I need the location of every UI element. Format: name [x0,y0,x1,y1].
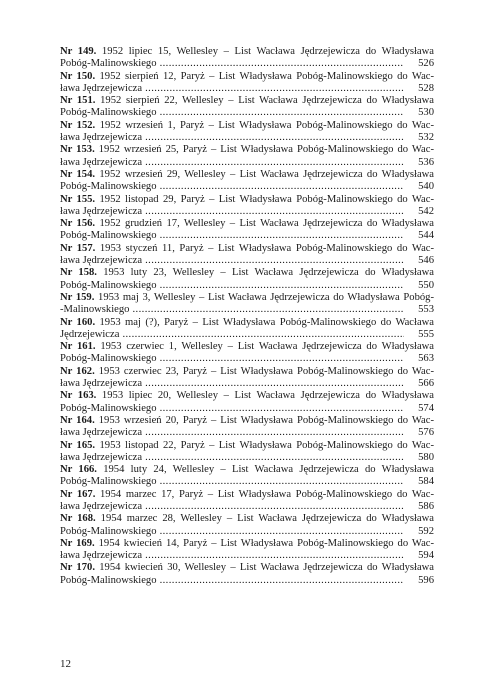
toc-entry[interactable] [60,144,434,169]
entry-page: 563 [408,353,434,365]
toc-entry[interactable] [60,243,434,268]
entry-line-2: ława Jędrzejewicza ..... [60,427,404,439]
entry-page: 530 [408,107,434,119]
entry-line-1: 1953 czerwiec 1, Wellesley – List Wacława Jędrzejewicza do Władysława [95,341,434,353]
entry-line-2: Pobóg-Malinowskiego ..... [60,230,404,242]
entry-line-2: ława Jędrzejewicza ..... [60,501,404,513]
toc-entry[interactable] [60,46,434,71]
toc-entry[interactable] [60,489,434,514]
entry-line-2: Pobóg-Malinowskiego ..... [60,575,404,587]
entry-page: 532 [408,132,434,144]
entry-page: 586 [408,501,434,513]
entry-line-1: 1954 luty 24, Wellesley – List Wacława Jędrzejewicza do Władysława [96,464,434,476]
entry-line-2: ława Jędrzejewicza ..... [60,452,404,464]
entry-line-1: 1953 lipiec 20, Wellesley – List Wacława Jędrzejewicza do Władysława [96,390,434,402]
entry-line-1: 1953 wrzesień 20, Paryż – List Władysława Pobóg-Malinowskiego do Wac- [94,414,434,426]
entry-number: Nr 170. [60,562,95,574]
entry-page: 584 [408,476,434,488]
entry-line-2: Pobóg-Malinowskiego ..... [60,280,404,292]
toc-entry[interactable] [60,513,434,538]
entry-line-2: Pobóg-Malinowskiego ..... [60,58,404,70]
entry-page: 544 [408,230,434,242]
entry-number: Nr 165. [60,439,96,451]
entry-page: 553 [408,304,434,316]
entry-page: 546 [408,255,434,267]
entry-number: Nr 149. [60,46,97,57]
entry-line-2: ława Jędrzejewicza ..... [60,378,404,390]
entry-number: Nr 154. [60,168,96,180]
entry-page: 576 [408,427,434,439]
entry-page: 592 [408,526,434,538]
entry-line-2: Pobóg-Malinowskiego ..... [60,181,404,193]
toc-entry[interactable] [60,267,434,292]
entry-line-1: 1954 kwiecień 14, Paryż – List Władysława Pobóg-Malinowskiego do Wac- [94,537,434,549]
entry-page: 574 [408,403,434,415]
toc-entry[interactable] [60,366,434,391]
entry-number: Nr 166. [60,464,97,476]
entry-number: Nr 169. [60,537,95,549]
toc-entry[interactable] [60,464,434,489]
toc-entry[interactable] [60,440,434,465]
toc-entry[interactable] [60,317,434,342]
entry-page: 536 [408,157,434,169]
entry-line-1: 1953 luty 23, Wellesley – List Wacława Jędrzejewicza do Władysława [96,267,434,279]
entry-line-1: 1954 marzec 28, Wellesley – List Wacława Jędrzejewicza do Władysława [95,513,434,525]
entry-page: 596 [408,575,434,587]
toc-entry[interactable] [60,95,434,120]
entry-line-1: 1952 grudzień 17, Wellesley – List Wacława Jędrzejewicza do Władysława [95,218,434,230]
entry-number: Nr 153. [60,144,95,156]
entry-page: 550 [408,280,434,292]
toc-entry[interactable] [60,292,434,317]
toc-entry[interactable] [60,538,434,563]
entry-line-2: -Malinowskiego ..... [60,304,404,316]
entry-number: Nr 151. [60,95,96,107]
entry-line-2: Pobóg-Malinowskiego ..... [60,526,404,538]
entry-line-1: 1952 lipiec 15, Wellesley – List Wacława Jędrzejewicza do Władysława [96,46,434,57]
entry-page: 540 [408,181,434,193]
entry-line-1: 1952 listopad 29, Paryż – List Władysława Pobóg-Malinowskiego do Wac- [95,193,434,205]
entry-number: Nr 167. [60,488,96,500]
entry-page: 580 [408,452,434,464]
entry-page: 528 [408,83,434,95]
entry-line-1: 1953 maj 3, Wellesley – List Wacława Jędrzejewicza do Władysława Pobóg- [94,291,434,303]
entry-page: 566 [408,378,434,390]
entry-page: 542 [408,206,434,218]
entry-page: 594 [408,550,434,562]
entry-number: Nr 160. [60,316,96,328]
entry-line-1: 1952 sierpień 12, Paryż – List Władysława Pobóg-Malinowskiego do Wac- [95,70,434,82]
entry-line-2: Pobóg-Malinowskiego ..... [60,107,404,119]
entry-line-2: ława Jędrzejewicza ..... [60,157,404,169]
entry-line-2: ława Jędrzejewicza ..... [60,206,404,218]
entry-number: Nr 157. [60,242,96,254]
table-of-contents [60,46,434,587]
entry-line-2: Pobóg-Malinowskiego ..... [60,353,404,365]
entry-line-2: Pobóg-Malinowskiego ..... [60,476,404,488]
entry-line-1: 1953 styczeń 11, Paryż – List Władysława Pobóg-Malinowskiego do Wac- [95,242,434,254]
entry-line-1: 1952 wrzesień 1, Paryż – List Władysława Pobóg-Malinowskiego do Wac- [95,119,434,131]
entry-number: Nr 164. [60,414,95,426]
entry-line-1: 1952 wrzesień 25, Paryż – List Władysława Pobóg-Malinowskiego do Wac- [94,144,434,156]
entry-line-2: ława Jędrzejewicza ..... [60,550,404,562]
toc-entry[interactable] [60,194,434,219]
toc-entry[interactable] [60,390,434,415]
entry-number: Nr 152. [60,119,96,131]
entry-page: 526 [408,58,434,70]
entry-line-2: Pobóg-Malinowskiego ..... [60,403,404,415]
entry-number: Nr 163. [60,390,97,402]
toc-entry[interactable] [60,341,434,366]
toc-entry[interactable] [60,71,434,96]
entry-number: Nr 156. [60,218,96,230]
entry-number: Nr 168. [60,513,96,525]
entry-line-1: 1952 wrzesień 29, Wellesley – List Wacława Jędrzejewicza do Władysława [95,168,434,180]
entry-line-2: ława Jędrzejewicza ..... [60,255,404,267]
entry-page: 555 [408,329,434,341]
toc-entry[interactable] [60,169,434,194]
entry-number: Nr 158. [60,267,97,279]
page-number: 12 [60,658,71,670]
toc-entry[interactable] [60,415,434,440]
entry-line-2: ława Jędrzejewicza ..... [60,83,404,95]
entry-number: Nr 150. [60,70,96,82]
entry-number: Nr 155. [60,193,96,205]
entry-number: Nr 159. [60,291,95,303]
entry-line-2: ława Jędrzejewicza ..... [60,132,404,144]
toc-entry[interactable] [60,218,434,243]
entry-line-1: 1954 marzec 17, Paryż – List Władysława Pobóg-Malinowskiego do Wac- [95,488,434,500]
entry-line-1: 1953 listopad 22, Paryż – List Władysława Pobóg-Malinowskiego do Wac- [95,439,434,451]
toc-entry[interactable] [60,120,434,145]
entry-line-1: 1953 czerwiec 23, Paryż – List Władysława Pobóg-Malinowskiego do Wac- [94,365,434,377]
entry-line-2: Jędrzejewicza ..... [60,329,404,341]
entry-line-1: 1954 kwiecień 30, Wellesley – List Wacława Jędrzejewicza do Władysława [94,562,434,574]
toc-entry[interactable] [60,562,434,587]
entry-line-1: 1953 maj (?), Paryż – List Władysława Pobóg-Malinowskiego do Wacława [95,316,434,328]
entry-line-1: 1952 sierpień 22, Wellesley – List Wacława Jędrzejewicza do Władysława [95,95,434,107]
entry-number: Nr 162. [60,365,95,377]
entry-number: Nr 161. [60,341,96,353]
